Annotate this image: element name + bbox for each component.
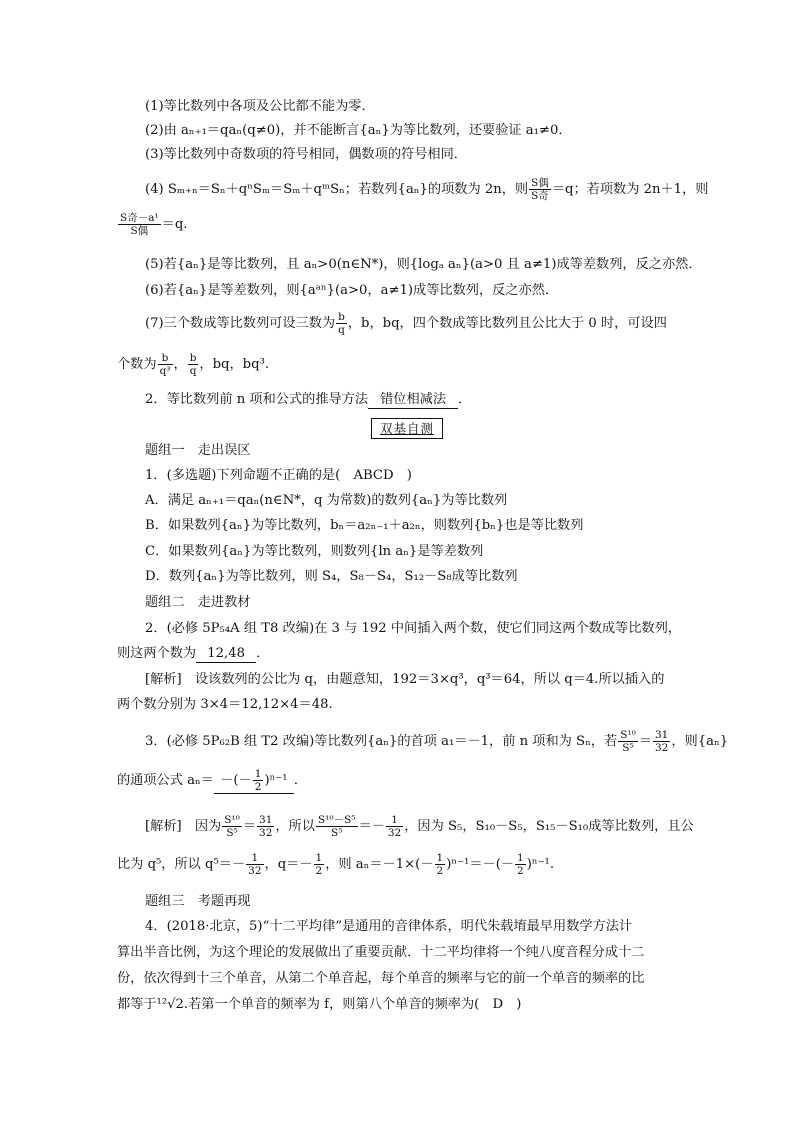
- note-7-text-d: ，bq，bq³.: [199, 357, 270, 372]
- fraction-denominator: 2: [436, 865, 444, 877]
- note-7-text-a: (7)三个数成等比数列可设三数为: [145, 316, 336, 331]
- fraction-denominator: q: [189, 365, 197, 377]
- question-3-line1: [145, 729, 729, 754]
- option-c: C．如果数列{aₙ}为等比数列，则数列{ln aₙ}是等差数列: [145, 544, 484, 559]
- fraction-denominator: q: [338, 324, 345, 336]
- fraction-b-over-q3: [158, 352, 173, 377]
- fraction-numerator: 31: [259, 814, 273, 826]
- fraction-denominator: 2: [315, 865, 323, 877]
- solution-2-line1: [解析] 设该数列的公比为 q，由题意知，192＝3×q³，q³＝64，所以 q＝4.所以插入的: [145, 672, 665, 687]
- fraction-denominator: q³: [159, 365, 171, 377]
- note-4-line2: [117, 212, 707, 237]
- fraction-denominator: 2: [254, 781, 262, 793]
- fraction-s-even-over-s-odd: [529, 177, 551, 202]
- equals-sign: ＝: [242, 819, 257, 834]
- note-8-text-b: ．: [458, 392, 472, 407]
- question-1: 1．(多选题)下列命题不正确的是( ABCD ): [145, 468, 412, 483]
- solution-3-text-4: ，因为 S₅，S₁₀－S₅，S₁₅－S₁₀成等比数列，且公: [404, 819, 694, 834]
- fraction-1-over-2: [314, 852, 325, 877]
- fraction-numerator: b: [158, 352, 173, 365]
- fraction-s10-minus-s5-over-s5: [316, 814, 358, 839]
- fraction-s10-over-s5: [222, 814, 242, 839]
- group-1-title: 题组一 走出误区: [145, 443, 251, 458]
- fraction-denominator: S偶: [130, 225, 149, 237]
- option-d: D．数列{aₙ}为等比数列，则 S₄，S₈－S₄，S₁₂－S₈成等比数列: [145, 569, 518, 584]
- fraction-numerator: 1: [254, 768, 262, 780]
- fraction-numerator: b: [338, 311, 345, 323]
- equals-sign: ＝: [638, 734, 652, 749]
- fraction-numerator: S奇－a¹: [120, 212, 159, 224]
- option-a: A．满足 aₙ₊₁＝qaₙ(n∈N*，q 为常数)的数列{aₙ}为等比数列: [145, 493, 508, 508]
- fraction-numerator: 1: [315, 852, 323, 864]
- answer-blank-q3: [214, 768, 294, 794]
- question-4-line4: 都等于¹²√2.若第一个单音的频率为 f，则第八个单音的频率为( D ): [117, 997, 522, 1012]
- fraction-numerator: S¹⁰－S⁵: [317, 814, 356, 826]
- question-3-text-a: 3．(必修 5P₆₂B 组 T2 改编)等比数列{aₙ}的首项 a₁＝－1，前 n 项和为 Sₙ，若: [145, 734, 618, 749]
- fraction-31-over-32: [653, 729, 670, 754]
- fraction-b-over-q-2: [188, 352, 199, 377]
- fraction-s10-over-s5: [618, 729, 638, 754]
- fraction-31-over-32: [257, 814, 274, 839]
- question-4-line2: 算出半音比例，为这个理论的发展做出了重要贡献．十二平均律将一个纯八度音程分成十二: [117, 945, 645, 960]
- note-4-text-c: ＝q.: [161, 217, 188, 232]
- fraction-denominator: 2: [517, 865, 524, 877]
- fraction-numerator: 1: [517, 852, 524, 864]
- solution-3-text-3: ＝－: [358, 819, 385, 834]
- fraction-numerator: b: [189, 352, 197, 364]
- solution-3-text-2: ，所以: [275, 819, 315, 834]
- note-8: [145, 390, 705, 410]
- note-6: (6)若{aₙ}是等差数列，则{aᵃⁿ}(a>0，a≠1)成等比数列，反之亦然．: [145, 283, 559, 298]
- fraction-denominator: 32: [387, 827, 402, 839]
- question-2-line2: [117, 644, 707, 664]
- group-2-title: 题组二 走进教材: [145, 595, 251, 610]
- question-3-end: ．: [293, 773, 308, 788]
- fraction-numerator: S偶: [531, 177, 549, 189]
- solution-3-text-5: 比为 q⁵，所以 q⁵＝－: [117, 857, 246, 872]
- note-2: (2)由 aₙ₊₁＝qaₙ(q≠0)，并不能断言{aₙ}为等比数列，还要验证 a₁≠0．: [145, 123, 572, 138]
- note-7-line2: 个数为 $\frac{b}{\text{q³}}$ ， $\frac{b}{q}$ ，bq，bq³.: [117, 352, 270, 377]
- fraction-denominator: 32: [655, 742, 669, 754]
- fraction-b-over-q: [336, 311, 347, 336]
- note-7-line1: [145, 311, 705, 336]
- question-4-line1: 4．(2018·北京，5)“十二平均律”是通用的音律体系，明代朱载堉最早用数学方法计: [145, 919, 633, 934]
- fraction-1-over-2: [253, 768, 264, 793]
- solution-3-text-8: )ⁿ⁻¹＝－(－: [446, 857, 515, 872]
- question-3-line2: [117, 768, 707, 794]
- fraction-denominator: S⁵: [226, 827, 238, 839]
- fraction-numerator: S¹⁰: [620, 729, 636, 741]
- solution-3-text-9: )ⁿ⁻¹.: [526, 857, 555, 872]
- note-4-line1: [145, 177, 709, 202]
- note-7-text-b: ，b，bq，四个数成等比数列且公比大于 0 时，可设四: [347, 316, 667, 331]
- fraction-1-over-2: [515, 852, 526, 877]
- answer-text-b: )ⁿ⁻¹: [264, 773, 288, 788]
- fraction-denominator: 32: [248, 865, 262, 877]
- note-1: (1)等比数列中各项及公比都不能为零．: [145, 99, 375, 114]
- fraction-numerator: S¹⁰: [224, 814, 240, 826]
- note-3: (3)等比数列中奇数项的符号相同，偶数项的符号相同．: [145, 147, 467, 162]
- fraction-numerator: 31: [655, 729, 669, 741]
- question-2-text: 则这两个数为: [117, 646, 197, 661]
- option-b: B．如果数列{aₙ}为等比数列，bₙ＝a₂ₙ₋₁＋a₂ₙ，则数列{bₙ}也是等比数列: [145, 518, 584, 533]
- note-4-text-b: ＝q；若项数为 2n＋1，则: [551, 182, 709, 197]
- note-8-text-a: 2．等比数列前 n 项和公式的推导方法: [145, 392, 369, 407]
- answer-blank-method: 错位相减法: [368, 392, 458, 409]
- fraction-numerator: 1: [246, 852, 263, 865]
- fraction-s-odd-minus-a1-over-s-even: [118, 212, 161, 237]
- solution-3-text-1: [解析] 因为: [145, 819, 222, 834]
- answer-blank-q2: 12,48: [196, 646, 256, 663]
- fraction-1-over-2: [435, 852, 446, 877]
- question-3-text-c: 的通项公式 aₙ＝: [117, 773, 214, 788]
- fraction-denominator: S奇: [531, 190, 549, 202]
- solution-3-line2: [117, 852, 707, 877]
- solution-3-text-7: ，则 aₙ＝－1×(－: [325, 857, 434, 872]
- question-4-line3: 份，依次得到十三个单音，从第二个单音起，每个单音的频率与它的前一个单音的频率的比: [117, 971, 645, 986]
- section-title-self-test: 双基自测: [371, 418, 443, 439]
- fraction-1-over-32: [246, 852, 263, 877]
- fraction-denominator: 32: [259, 827, 273, 839]
- solution-3-text-6: ，q＝－: [264, 857, 313, 872]
- note-7-text-c: 个数为: [117, 357, 157, 372]
- fraction-numerator: 1: [386, 814, 403, 827]
- fraction-numerator: 1: [436, 852, 444, 864]
- question-3-text-b: ，则{aₙ}: [671, 734, 729, 749]
- solution-2-line2: 两个数分别为 3×4＝12,12×4＝48.: [117, 697, 333, 712]
- question-2-end: ．: [256, 646, 270, 661]
- note-5: (5)若{aₙ}是等比数列，且 aₙ>0(n∈N*)，则{logₐ aₙ}(a>0 且 a≠1)成等差数列，反之亦然．: [145, 257, 702, 272]
- group-3-title: 题组三 考题再现: [145, 894, 251, 909]
- question-2-line1: 2．(必修 5P₅₄A 组 T8 改编)在 3 与 192 中间插入两个数，使它们同这两个数成等比数列，: [145, 621, 681, 636]
- note-4-text-a: (4) Sₘ₊ₙ＝Sₙ＋qⁿSₘ＝Sₘ＋qᵐSₙ；若数列{aₙ}的项数为 2n，则: [145, 182, 529, 197]
- fraction-denominator: S⁵: [622, 742, 634, 754]
- solution-3-line1: [145, 814, 705, 839]
- fraction-denominator: S⁵: [331, 827, 343, 839]
- answer-text-a: －(－: [220, 773, 252, 788]
- fraction-1-over-32: [386, 814, 403, 839]
